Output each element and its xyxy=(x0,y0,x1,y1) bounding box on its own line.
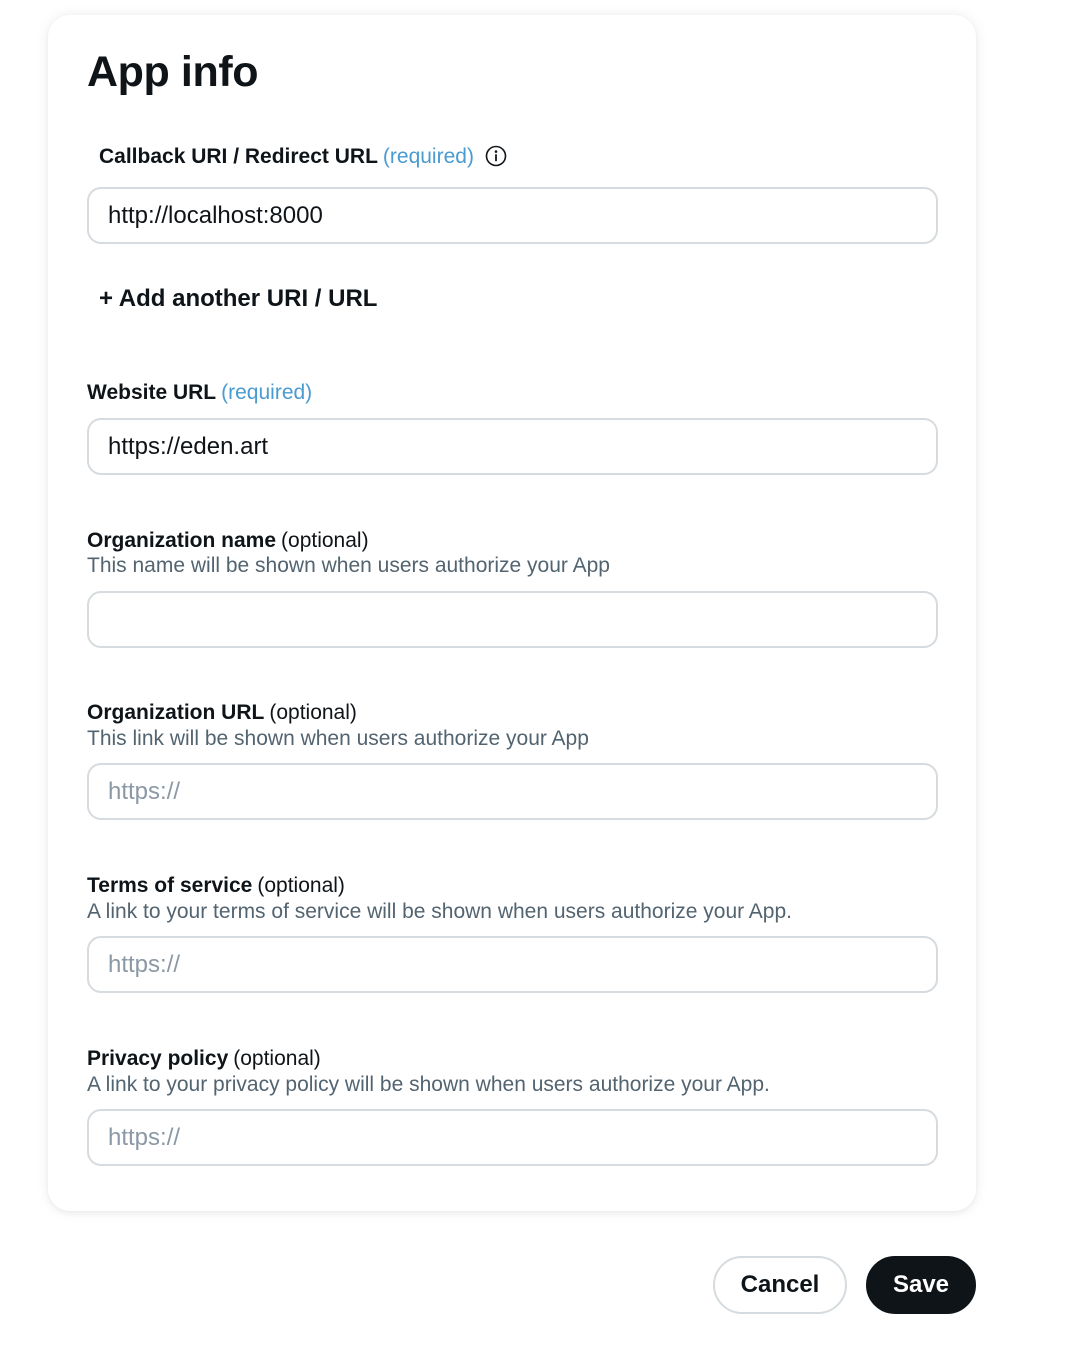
terms-help-text: A link to your terms of service will be shown when users authorize your App. xyxy=(87,900,792,923)
callback-required-tag: (required) xyxy=(382,145,474,168)
terms-label: Terms of service xyxy=(87,874,253,897)
callback-url-input[interactable] xyxy=(87,187,938,244)
terms-url-input[interactable] xyxy=(87,936,938,993)
website-label: Website URL xyxy=(87,381,217,404)
org-url-label-row xyxy=(87,700,357,726)
org-url-optional-tag: (optional) xyxy=(269,701,357,724)
callback-url-value: http://localhost:8000 xyxy=(108,201,323,229)
privacy-label-row xyxy=(87,1046,321,1072)
cancel-button[interactable]: Cancel xyxy=(713,1256,847,1314)
org-url-label: Organization URL xyxy=(87,701,265,724)
org-url-help-text: This link will be shown when users authorize your App xyxy=(87,727,589,750)
website-label-row xyxy=(87,380,312,406)
website-required-tag: (required) xyxy=(221,381,313,404)
org-name-input[interactable] xyxy=(87,591,938,648)
website-url-input[interactable] xyxy=(87,418,938,475)
website-url-value: https://eden.art xyxy=(108,432,269,460)
save-button[interactable]: Save xyxy=(866,1256,976,1314)
privacy-label: Privacy policy xyxy=(87,1047,229,1070)
terms-url-placeholder: https:// xyxy=(108,950,181,978)
org-name-optional-tag: (optional) xyxy=(281,529,369,552)
callback-label-row xyxy=(99,144,507,170)
app-info-card xyxy=(48,15,976,1211)
org-name-help-text: This name will be shown when users authorize your App xyxy=(87,554,610,577)
privacy-help-text: A link to your privacy policy will be shown when users authorize your App. xyxy=(87,1073,770,1096)
org-name-label-row xyxy=(87,528,369,554)
page-title: App info xyxy=(87,48,259,96)
privacy-url-placeholder: https:// xyxy=(108,1123,181,1151)
terms-optional-tag: (optional) xyxy=(257,874,345,897)
info-icon[interactable] xyxy=(485,145,507,167)
org-url-placeholder: https:// xyxy=(108,777,181,805)
org-url-input[interactable] xyxy=(87,763,938,820)
callback-label: Callback URI / Redirect URL xyxy=(99,145,378,168)
org-name-label: Organization name xyxy=(87,529,277,552)
add-another-uri-button[interactable]: + Add another URI / URL xyxy=(99,285,378,312)
privacy-optional-tag: (optional) xyxy=(233,1047,321,1070)
privacy-url-input[interactable] xyxy=(87,1109,938,1166)
terms-label-row xyxy=(87,873,345,899)
